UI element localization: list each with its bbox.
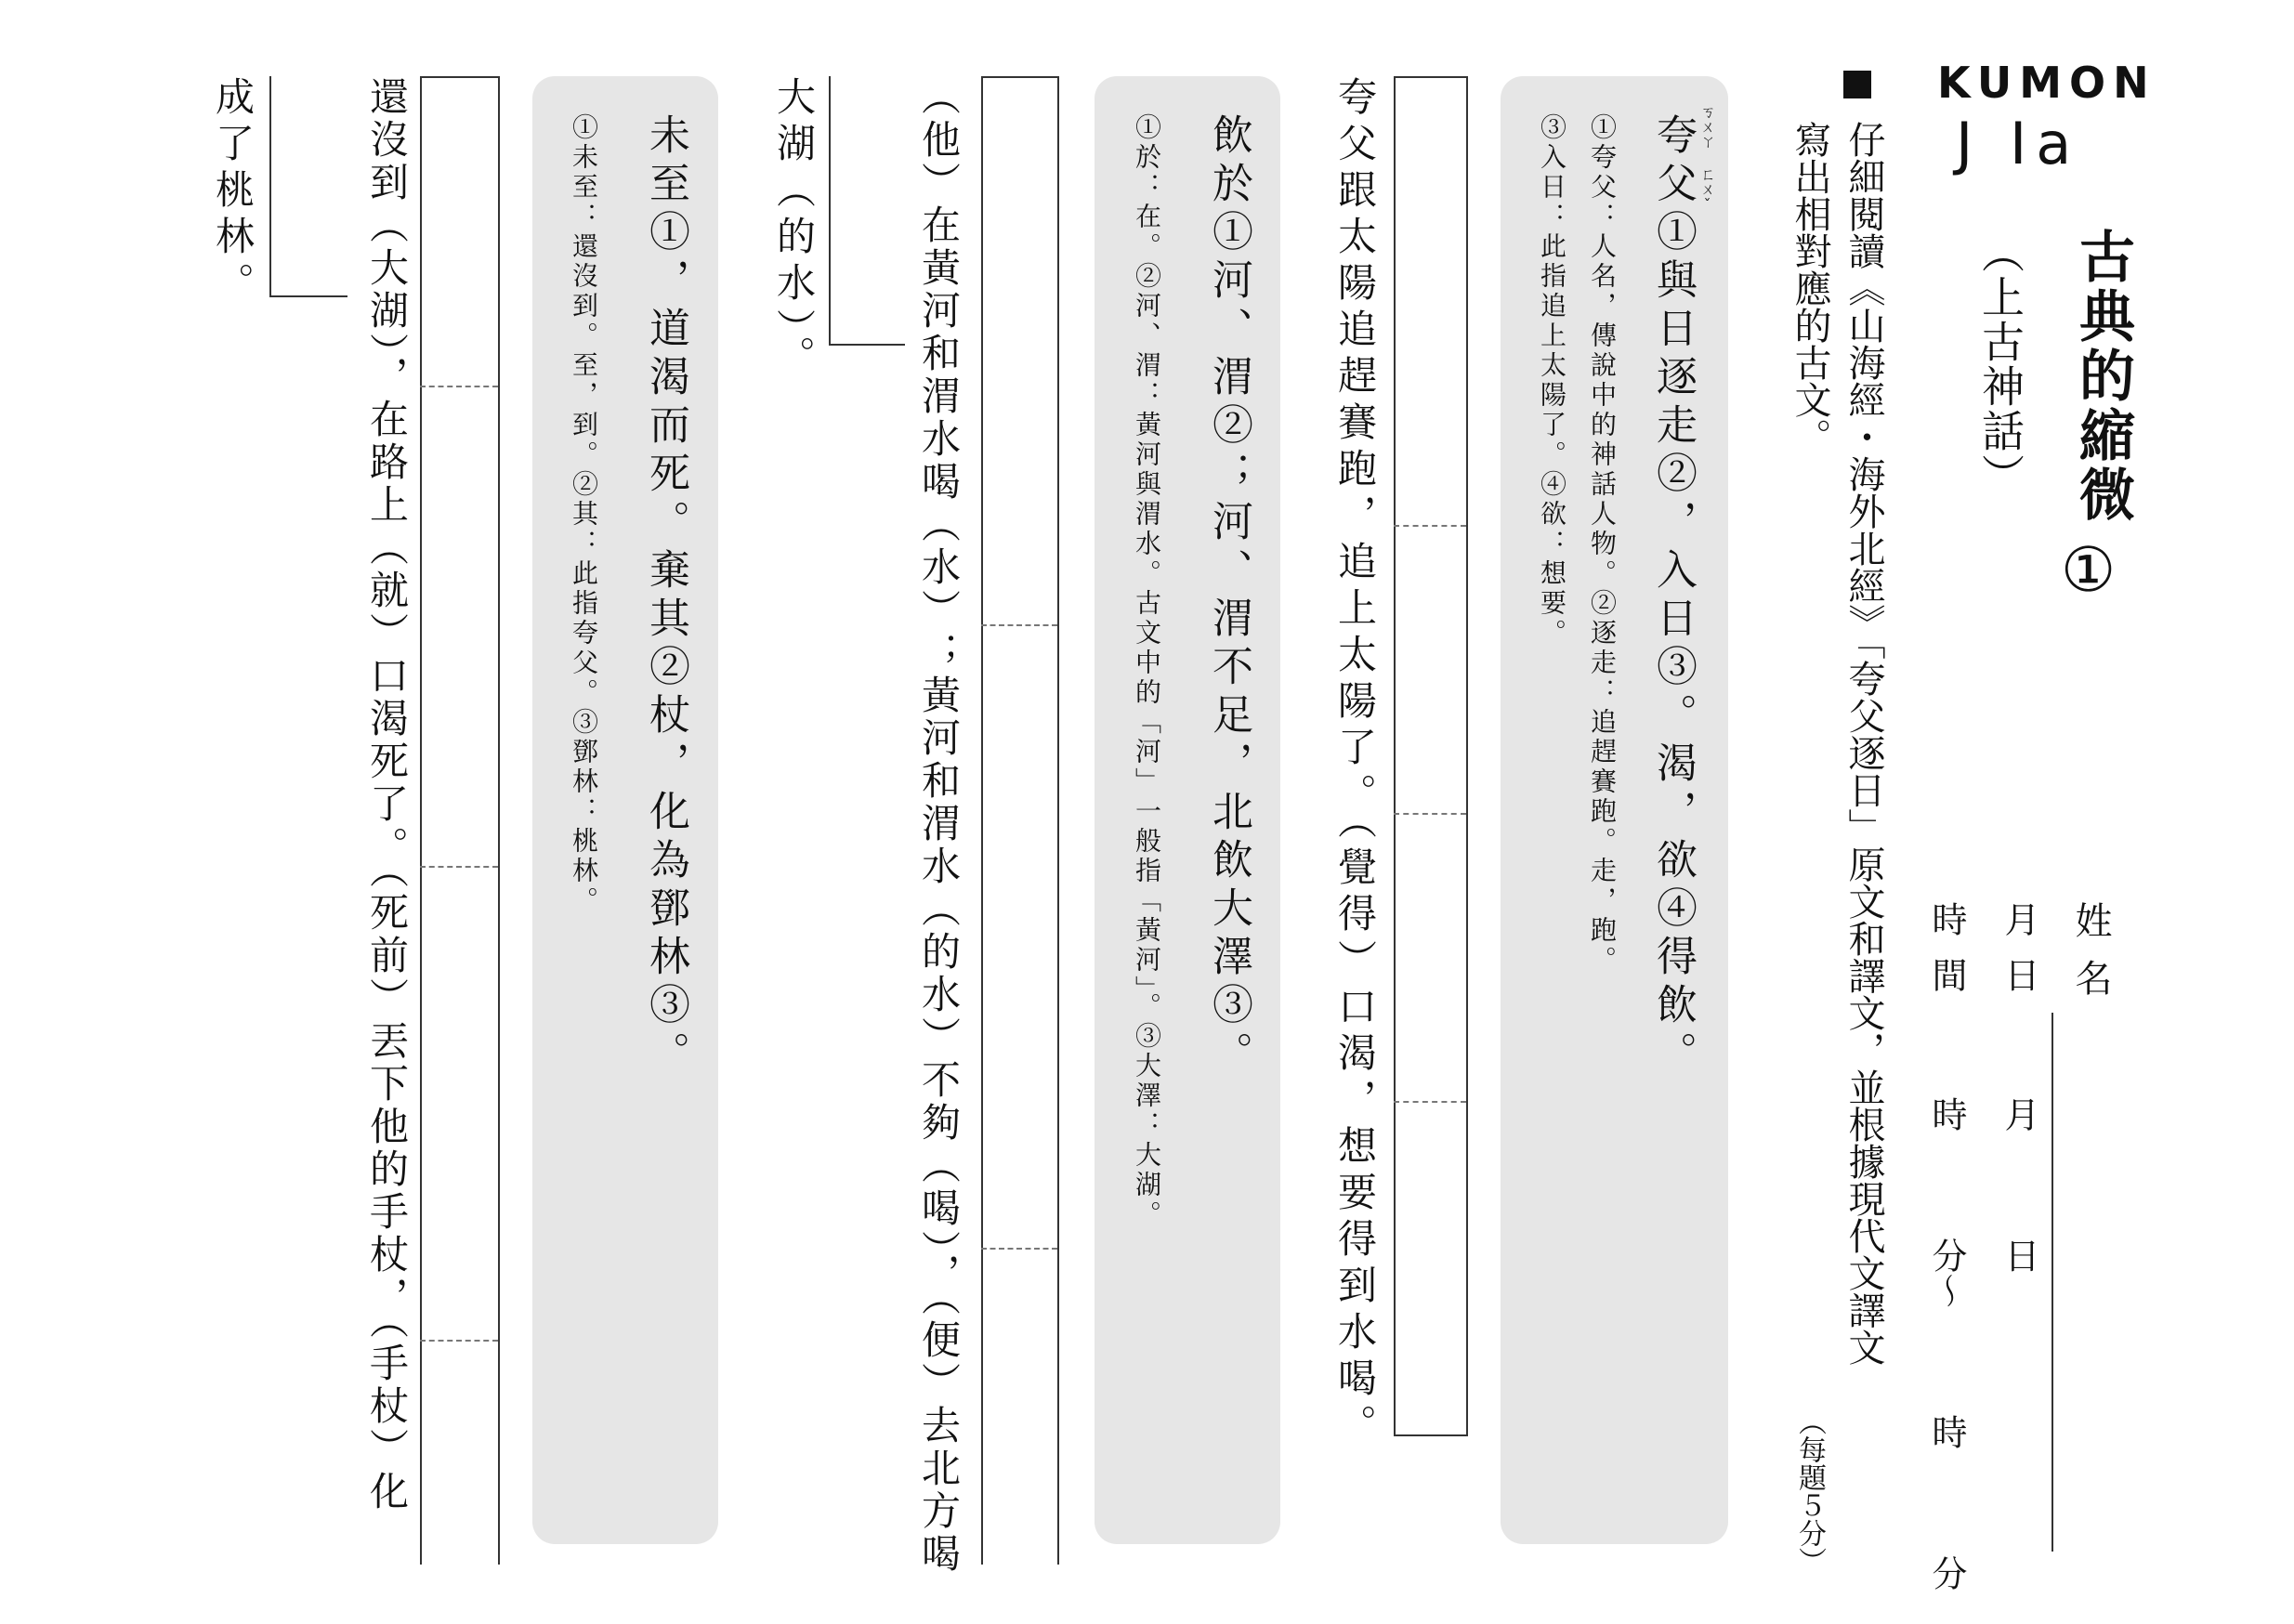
page-subtitle: （上古神話） xyxy=(1975,230,2025,498)
q1-notes-1: ①夸父：人名，傳說中的神話人物。②逐走：追趕賽跑。走，跑。 xyxy=(1587,113,1618,976)
q3-classical-text: 未至①，道渴而死。棄其②杖，化為鄧林③。 xyxy=(642,113,689,1080)
instruction-line-1: 仔細閱讀《山海經・海外北經》「夸父逐日」原文和譯文，並根據現代文譯文 xyxy=(1842,121,1885,1366)
q1-dash-3 xyxy=(1394,1101,1466,1103)
name-label: 姓名 xyxy=(2069,901,2112,1016)
q3-dash-1 xyxy=(420,386,498,387)
q2-answer-box[interactable] xyxy=(981,76,1059,1565)
q3-dash-3 xyxy=(420,1340,498,1342)
q2-classical-text: 飲於①河、渭②；河、渭不足，北飲大澤③。 xyxy=(1205,113,1252,1080)
q2-notes-1: ①於：在。②河、渭：黃河與渭水。古文中的「河」一般指「黃河」。③大澤：大湖。 xyxy=(1132,113,1162,1230)
q2-translation-2: 大湖（的水）。 xyxy=(771,76,817,382)
q3-translation-2: 成了桃林。 xyxy=(210,76,256,308)
instruction-line-2: 寫出相對應的古文。 xyxy=(1789,121,1831,455)
q1-translation: 夸父跟太陽追趕賽跑，追上太陽了。（覺得）口渴，想要得到水喝。 xyxy=(1332,76,1378,1450)
q3-dash-2 xyxy=(420,866,498,868)
q3-answer-box-continued[interactable] xyxy=(269,76,347,297)
date-fields[interactable]: 月 日 xyxy=(1999,1096,2039,1273)
q1-answer-box[interactable] xyxy=(1394,76,1468,1436)
page-title: 古典的縮微 xyxy=(2070,228,2135,525)
date-label: 月日 xyxy=(1999,901,2039,1013)
q2-dash-2 xyxy=(981,1248,1057,1250)
q1-notes-2: ③入日：此指追上太陽了。④欲：想要。 xyxy=(1537,113,1567,648)
q1-dash-2 xyxy=(1394,813,1466,815)
page-number: ① xyxy=(2061,534,2117,606)
q2-dash-1 xyxy=(981,624,1057,626)
q3-notes-1: ①未至：還沒到。至，到。②其：此指夸父。③鄧林：桃林。 xyxy=(569,113,599,916)
q1-classical-text: 夸父①與日逐走②，入日③。渴，欲④得飲。 xyxy=(1649,113,1697,1080)
time-label: 時間 xyxy=(1926,901,1967,1013)
kumon-logo: KUMON xyxy=(1937,58,2156,108)
q1-dash-1 xyxy=(1394,525,1466,527)
q3-translation-1: 還沒到（大湖），在路上（就）口渴死了。（死前）丟下他的手杖，（手杖）化 xyxy=(364,76,410,1513)
q1-ruby: ㄎㄨㄚ ㄈㄨˇ xyxy=(1698,104,1716,214)
name-field[interactable] xyxy=(2051,1013,2053,1552)
instruction-bullet xyxy=(1843,71,1871,98)
q2-answer-box-continued[interactable] xyxy=(829,76,905,346)
q2-translation-1: （他）在黃河和渭水喝（水）；黃河和渭水（的水）不夠（喝），（便）去北方喝 xyxy=(916,76,962,1576)
score-note: （每題５分） xyxy=(1793,1408,1826,1575)
level-label: J Ia xyxy=(1956,110,2081,177)
time-fields[interactable]: 時 分～ 時 分 xyxy=(1926,1096,1967,1591)
